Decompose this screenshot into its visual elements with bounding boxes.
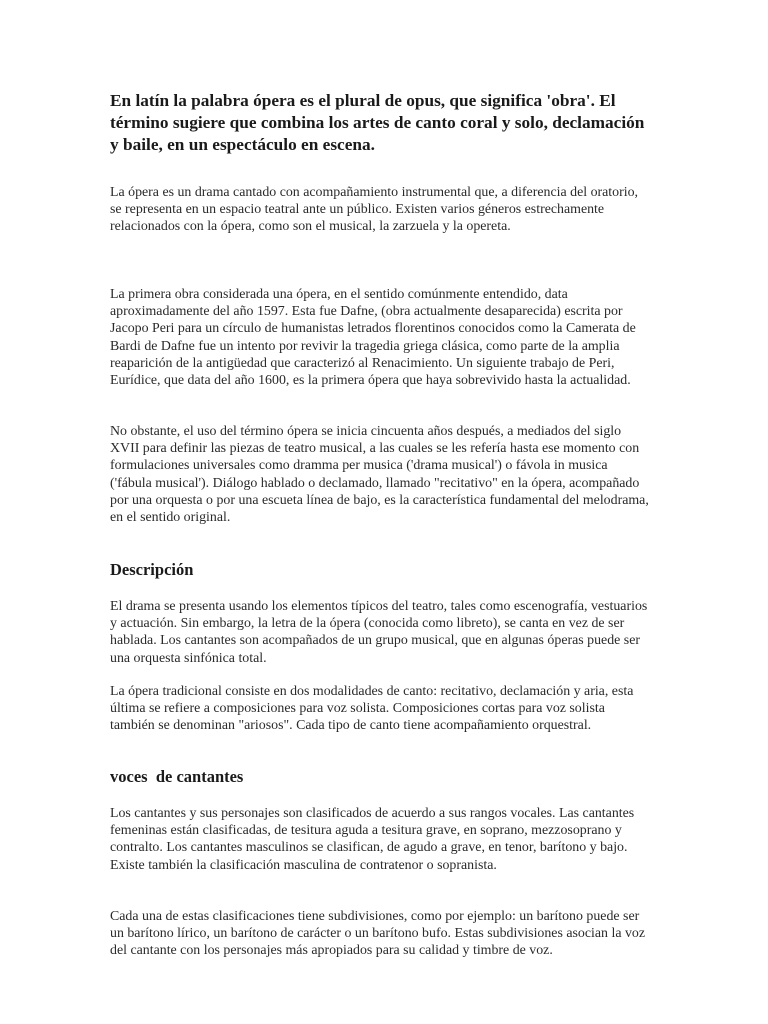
paragraph-term-usage: No obstante, el uso del término ópera se inicia cincuenta años después, a mediados del siglo XVII para definir las piezas de teatro musical, a las cuales se les refería hasta ese momento con formulaciones universales como dramma per musica ('drama musical') o fávola in musica ('fábula musical'). Diálogo hablado o declamado, llamado "recitativo" en la ópera, acompañado por una orquesta o por una escueta línea de bajo, es la característica fundamental del melodrama, en el sentido original. [110,424,649,526]
paragraph-subdivisions: Cada una de estas clasificaciones tiene subdivisiones, como por ejemplo: un barítono puede ser un barítono lírico, un barítono de carácter o un barítono bufo. Estas subdivisiones asocian la voz del cantante con los personajes más apropiados para su calidad y timbre de voz. [110,909,646,959]
paragraph-traditional-opera: La ópera tradicional consiste en dos modalidades de canto: recitativo, declamación y aria, esta última se refiere a composiciones para voz solista. Composiciones cortas para voz solista también se denominan "ariosos". Cada tipo de canto tiene acompañamiento orquestral. [110,684,634,734]
paragraph-definition: La ópera es un drama cantado con acompañamiento instrumental que, a diferencia del oratorio, se representa en un espacio teatral ante un público. Existen varios géneros estrechamente relacionados con la ópera, como son el musical, la zarzuela y la opereta. [110,185,639,235]
paragraph-voice-classification: Los cantantes y sus personajes son clasificados de acuerdo a sus rangos vocales. Las cantantes femeninas están clasificadas, de tesitura aguda a tesitura grave, en soprano, mezzosoprano y contralto. Los cantantes masculinos se clasifican, de agudo a grave, en tenor, barítono y bajo. Existe también la clasificación masculina de contratenor o sopranista. [110,806,635,873]
paragraph-first-opera: La primera obra considerada una ópera, en el sentido comúnmente entendido, data aproximadamente del año 1597. Esta fue Dafne, (obra actualmente desaparecida) escrita por Jacopo Peri para un círculo de humanistas letrados florentinos conocidos como la Camerata de Bardi de Dafne fue un intento por revivir la tragedia griega clásica, como parte de la amplia reaparición de la antigüedad que caracterizó al Renacimiento. Un siguiente trabajo de Peri, Eurídice, que data del año 1600, es la primera ópera que haya sobrevivido hasta la actualidad. [110,287,636,389]
section-heading-descripcion: Descripción [110,560,194,579]
paragraph-drama: El drama se presenta usando los elementos típicos del teatro, tales como escenografía, vestuarios y actuación. Sin embargo, la letra de la ópera (conocida como libreto), se canta en vez de ser hablada. Los cantantes son acompañados de un grupo musical, que en algunas óperas puede ser una orquesta sinfónica total. [110,599,648,666]
intro-paragraph: En latín la palabra ópera es el plural de opus, que significa 'obra'. El término sugiere que combina los artes de canto coral y solo, declamación y baile, en un espectáculo en escena. [110,91,645,154]
section-heading-voces: voces de cantantes [110,767,244,786]
